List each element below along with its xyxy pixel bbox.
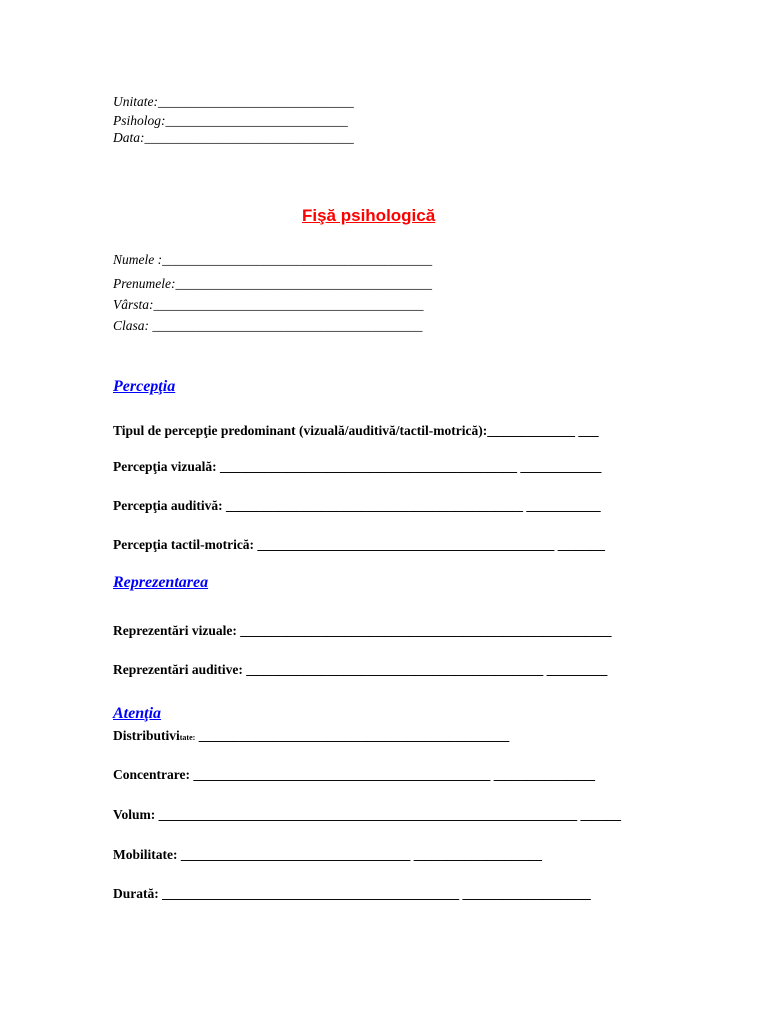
section-reprezentarea: Reprezentarea <box>113 574 209 591</box>
psiholog-field[interactable]: Psiholog:___________________________ <box>113 113 348 128</box>
unitate-field[interactable]: Unitate:_____________________________ <box>113 94 354 109</box>
distributivitate-line: ______________________________________________ <box>195 728 510 743</box>
numele-field[interactable]: Numele :________________________________________ <box>113 252 433 267</box>
mobilitate-field[interactable]: Mobilitate: __________________________________ ___________________ <box>113 847 542 862</box>
data-field[interactable]: Data:_______________________________ <box>113 130 354 145</box>
distributivitate-label: Distributivi <box>113 728 180 743</box>
distributivitate-label-small: tate: <box>179 733 196 742</box>
volum-field[interactable]: Volum: ______________________________________________________________ ______ <box>113 807 622 822</box>
distributivitate-field[interactable] <box>113 728 509 746</box>
varsta-field[interactable]: Vârsta:________________________________________ <box>113 297 424 312</box>
section-atentia: Atenţia <box>113 705 162 722</box>
section-perceptia: Percepţia <box>113 378 176 395</box>
durata-field[interactable]: Durată: ____________________________________________ ___________________ <box>113 886 591 901</box>
prenumele-field[interactable]: Prenumele:______________________________________ <box>113 276 432 291</box>
reprezentari-auditive-field[interactable]: Reprezentări auditive: ____________________________________________ _________ <box>113 662 608 677</box>
perceptia-vizuala-field[interactable]: Percepţia vizuală: ____________________________________________ ____________ <box>113 459 602 474</box>
concentrare-field[interactable]: Concentrare: ____________________________________________ _______________ <box>113 767 595 782</box>
reprezentari-vizuale-field[interactable]: Reprezentări vizuale: _______________________________________________________ <box>113 623 612 638</box>
perceptia-auditiva-field[interactable]: Percepţia auditivă: ____________________________________________ ___________ <box>113 498 601 513</box>
clasa-field[interactable]: Clasa: ________________________________________ <box>113 318 423 333</box>
document-title: Fişă psihologică <box>302 206 436 225</box>
perceptia-tactil-field[interactable]: Percepţia tactil-motrică: ____________________________________________ _______ <box>113 537 606 552</box>
tipul-perceptie-field[interactable]: Tipul de percepţie predominant (vizuală/auditivă/tactil-motrică):_____________ ___ <box>113 423 599 438</box>
